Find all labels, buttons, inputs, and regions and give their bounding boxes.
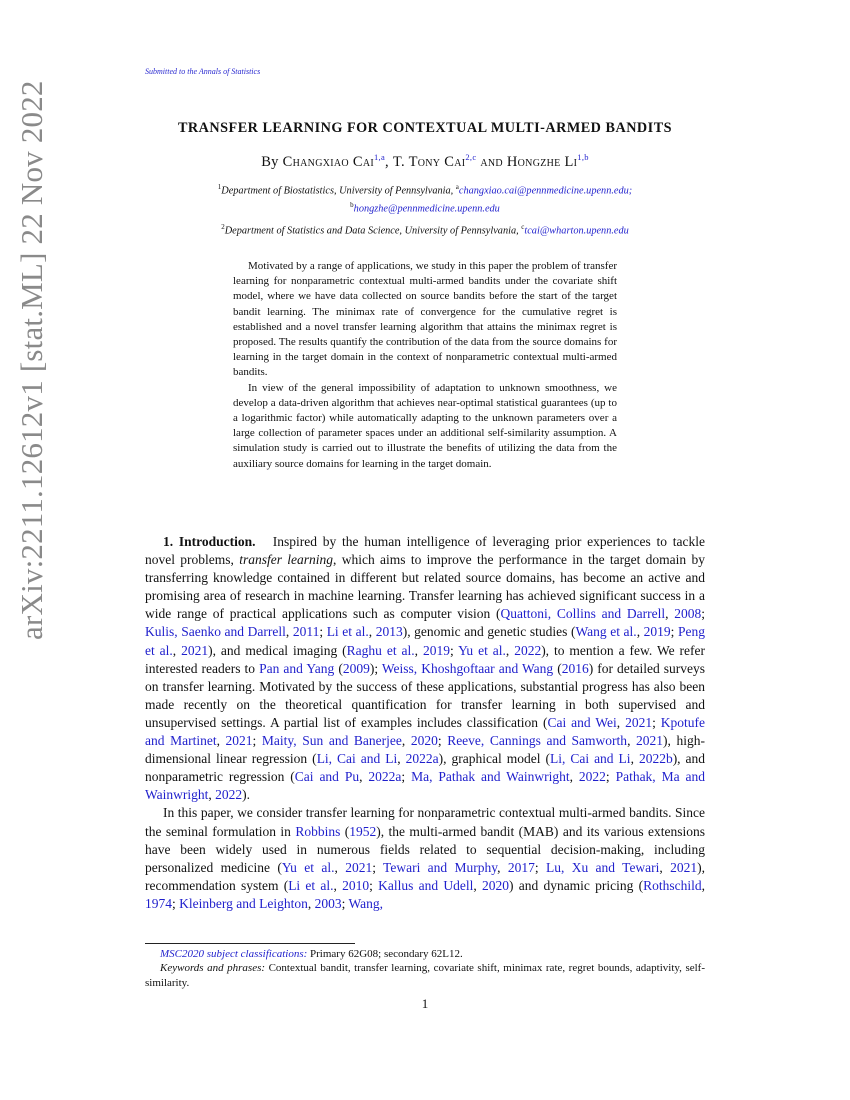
text-span: In this paper, we consider transfer learning for nonparametric contextual multi-armed bandits. Since the seminal formulation in bbox=[145, 805, 705, 839]
citation-link[interactable]: 2003 bbox=[314, 895, 342, 911]
author-3: Hongzhe Li bbox=[506, 153, 578, 170]
citation-link[interactable]: 2009 bbox=[342, 660, 370, 676]
aff-2-email-c-sup: c bbox=[521, 223, 525, 231]
text-span: ), graphical model ( bbox=[438, 751, 550, 767]
text-span: ) and dynamic pricing ( bbox=[508, 877, 644, 893]
citation-link[interactable]: Li et al. bbox=[326, 624, 369, 640]
author-3-sup[interactable]: 1,b bbox=[577, 152, 589, 162]
emphasis-transfer-learning: transfer learning bbox=[239, 552, 334, 568]
citation-link[interactable]: Raghu et al. bbox=[346, 642, 415, 658]
citation-link[interactable]: Lu, Xu and Tewari bbox=[545, 859, 660, 875]
citation-link[interactable]: 2022 bbox=[514, 642, 542, 658]
text-span: ), to mention a few. We refer interested readers to bbox=[145, 642, 705, 676]
aff-1-text: Department of Biostatistics, University of Pennsylvania, bbox=[221, 185, 454, 197]
citation-link[interactable]: 2011 bbox=[292, 624, 320, 640]
introduction-section bbox=[145, 533, 705, 913]
citation-link[interactable]: 2019 bbox=[643, 624, 671, 640]
author-1: Changxiao Cai bbox=[282, 153, 374, 170]
email-link-hongzhe[interactable]: hongzhe@pennmedicine.upenn.edu bbox=[353, 203, 500, 215]
aff-1-num: 1 bbox=[217, 183, 222, 191]
citation-link[interactable]: 2022a bbox=[368, 769, 402, 785]
and-label: and bbox=[480, 153, 503, 170]
aff-2-text: Department of Statistics and Data Science, University of Pennsylvania, bbox=[224, 225, 519, 237]
citation-link[interactable]: Yu et al. bbox=[281, 859, 335, 875]
text-span: ), and nonparametric regression ( bbox=[145, 751, 706, 785]
text-span: ), and medical imaging ( bbox=[208, 642, 347, 658]
citation-link[interactable]: Peng et al. bbox=[145, 624, 705, 658]
citation-link[interactable]: Kleinberg and Leighton bbox=[179, 895, 308, 911]
citation-link[interactable]: Quattoni, Collins and Darrell bbox=[500, 606, 666, 622]
citation-link[interactable]: Cai and Pu bbox=[294, 769, 360, 785]
keywords-label: Keywords and phrases: bbox=[160, 962, 266, 975]
section-heading: 1. Introduction. bbox=[163, 534, 256, 549]
citation-link[interactable]: 2021 bbox=[225, 733, 253, 749]
aff-2-num: 2 bbox=[221, 223, 225, 231]
citation-link[interactable]: 2021 bbox=[345, 859, 373, 875]
citation-link[interactable]: 2021 bbox=[181, 642, 209, 658]
citation-link[interactable]: Kallus and Udell bbox=[378, 877, 474, 893]
email-link-changxiao[interactable]: changxiao.cai@pennmedicine.upenn.edu; bbox=[458, 185, 633, 197]
footnote-rule bbox=[145, 943, 355, 944]
citation-link[interactable]: 2016 bbox=[561, 660, 589, 676]
submission-note: Submitted to the Annals of Statistics bbox=[145, 67, 261, 76]
citation-link[interactable]: Tewari and Murphy bbox=[383, 859, 498, 875]
text-span: Inspired by the human intelligence of leveraging prior experiences to tackle novel problems, bbox=[145, 534, 706, 568]
citation-link[interactable]: Reeve, Cannings and Samworth bbox=[447, 733, 628, 749]
citation-link[interactable]: Weiss, Khoshgoftaar and Wang bbox=[381, 660, 554, 676]
citation-link[interactable]: 2022 bbox=[578, 769, 606, 785]
text-span: ), high-dimensional linear regression ( bbox=[145, 733, 705, 767]
aff-1-email-a-sup: a bbox=[455, 183, 459, 191]
citation-link[interactable]: Cai and Wei bbox=[547, 714, 617, 730]
author-2: T. Tony Cai bbox=[392, 153, 466, 170]
abstract-paragraph-1: Motivated by a range of applications, we study in this paper the problem of transfer learning for nonparametric contextual multi-armed bandits under the covariate shift model, where we have data collected on source bandits before the start of the target bandit learning. The minimax rate of convergence for the cumulative regret is established and a novel transfer learning algorithm that attains the minimax regret is proposed. The results quantify the contribution of the data from the source domains for learning in the target domain in the context of nonparametric contextual multi-armed bandits. bbox=[233, 260, 617, 379]
citation-link[interactable]: 2008 bbox=[674, 606, 702, 622]
citation-link[interactable]: Yu et al. bbox=[458, 642, 506, 658]
citation-link[interactable]: 2022b bbox=[638, 751, 673, 767]
intro-paragraph-2: In this paper, we consider transfer learning for nonparametric contextual multi-armed bandits. Since the seminal formulation in Robbins (1952), the multi-armed bandit (MAB) and its various extensions have been widely used in numerous fields related to sequential decision-making, including personalized medicine (Yu et al., 2021; Tewari and Murphy, 2017; Lu, Xu and Tewari, 2021), recommendation system (Li et al., 2010; Kallus and Udell, 2020) and dynamic pricing (Rothschild, 1974; Kleinberg and Leighton, 2003; Wang, bbox=[145, 805, 706, 911]
citation-link[interactable]: 1974 bbox=[145, 895, 172, 911]
intro-paragraph-1: 1. Introduction. Inspired by the human intelligence of leveraging prior experiences to tackle novel problems, transfer learning, which aims to improve the performance in the target domain by transferring knowledge contained in different but related source domains, has become an active and promising area of research in machine learning. Transfer learning has achieved significant success in a wide range of practical applications such as computer vision (Quattoni, Collins and Darrell, 2008; Kulis, Saenko and Darrell, 2011; Li et al., 2013), genomic and genetic studies (Wang et al., 2019; Peng et al., 2021), and medical imaging (Raghu et al., 2019; Yu et al., 2022), to mention a few. We refer interested readers to Pan and Yang (2009); Weiss, Khoshgoftaar and Wang (2016) for detailed surveys on transfer learning. Motivated by the success of these applications, substantial progress has also been made recently on the theoretical quantification for transfer learning in both supervised and unsupervised settings. A partial list of examples includes classification (Cai and Wei, 2021; Kpotufe and Martinet, 2021; Maity, Sun and Banerjee, 2020; Reeve, Cannings and Samworth, 2021), high-dimensional linear regression (Li, Cai and Li, 2022a), graphical model (Li, Cai and Li, 2022b), and nonparametric regression (Cai and Pu, 2022a; Ma, Pathak and Wainwright, 2022; Pathak, Ma and Wainwright, 2022). bbox=[145, 534, 706, 803]
citation-link[interactable]: Ma, Pathak and Wainwright bbox=[411, 769, 570, 785]
citation-link[interactable]: Maity, Sun and Banerjee bbox=[261, 733, 402, 749]
text-span: , which aims to improve the performance in the target domain by transferring knowledge contained in different but related source domains, has become an active and promising area of research in machine learning. Transfer learning has achieved significant success in a wide range of practical applications such as computer vision ( bbox=[145, 552, 705, 622]
keywords-text: Contextual bandit, transfer learning, covariate shift, minimax rate, regret bounds, adaptivity, self-similarity. bbox=[145, 962, 705, 989]
page-number: 1 bbox=[421, 996, 429, 1011]
citation-link[interactable]: Rothschild bbox=[643, 877, 702, 893]
citation-link[interactable]: 2010 bbox=[342, 877, 370, 893]
msc-text: Primary 62G08; secondary 62L12. bbox=[310, 948, 463, 960]
citation-link[interactable]: 2021 bbox=[636, 733, 664, 749]
citation-link[interactable]: Wang et al. bbox=[575, 624, 637, 640]
citation-link[interactable]: Pathak, Ma and Wainwright bbox=[145, 769, 705, 803]
citation-link[interactable]: 2021 bbox=[625, 714, 653, 730]
abstract-paragraph-2: In view of the general impossibility of adaptation to unknown smoothness, we develop a data-driven algorithm that achieves near-optimal statistical guarantees (up to a logarithmic factor) while automatically adapting to the unknown parameters over a large collection of parameter spaces under an additional self-similarity assumption. A simulation study is carried out to illustrate the benefits of utilizing the data from the auxiliary source domains for learning in the target domain. bbox=[233, 381, 617, 470]
author-1-sup[interactable]: 1,a bbox=[373, 152, 386, 162]
citation-link[interactable]: Wang, bbox=[348, 895, 384, 911]
citation-link[interactable]: 2013 bbox=[375, 624, 403, 640]
text-span: ), genomic and genetic studies ( bbox=[402, 624, 576, 640]
citation-link[interactable]: 1952 bbox=[349, 823, 377, 839]
citation-link[interactable]: 2021 bbox=[670, 859, 698, 875]
citation-link[interactable]: Pan and Yang bbox=[259, 660, 335, 676]
footnotes bbox=[145, 947, 705, 990]
citation-link[interactable]: Kpotufe and Martinet bbox=[145, 714, 705, 749]
citation-link[interactable]: 2022a bbox=[405, 751, 439, 767]
text-span: ), recommendation system ( bbox=[145, 859, 706, 893]
citation-link[interactable]: Kulis, Saenko and Darrell bbox=[145, 624, 286, 640]
text-span: for detailed surveys on transfer learning. Motivated by the success of these applications, substantial progress has also been made recently on the theoretical quantification for transfer learning in both supervised and unsupervised settings. A partial list of examples includes classification ( bbox=[145, 660, 706, 730]
msc-footnote bbox=[145, 947, 705, 961]
author-2-sup[interactable]: 2,c bbox=[465, 152, 477, 162]
citation-link[interactable]: Li, Cai and Li bbox=[316, 751, 398, 767]
citation-link[interactable]: Li et al. bbox=[288, 877, 334, 893]
email-link-tcai[interactable]: tcai@wharton.upenn.edu bbox=[524, 225, 629, 237]
citation-link[interactable]: 2020 bbox=[481, 877, 509, 893]
author-line: By Changxiao Cai$^{1,a}$, T. Tony Cai$^{2,c}$ and Hongzhe Li$^{1,b}$ bbox=[261, 152, 589, 170]
citation-link[interactable]: 2020 bbox=[410, 733, 438, 749]
abstract bbox=[233, 259, 617, 472]
affiliation-1 bbox=[200, 180, 650, 217]
citation-link[interactable]: 2017 bbox=[507, 859, 535, 875]
by-label: By bbox=[261, 153, 279, 170]
citation-link[interactable]: 2022 bbox=[215, 787, 243, 803]
affiliation-2 bbox=[200, 220, 650, 238]
paper-title: TRANSFER LEARNING FOR CONTEXTUAL MULTI-ARMED BANDITS bbox=[177, 120, 673, 136]
citation-link[interactable]: 2019 bbox=[422, 642, 450, 658]
aff-1-email-b-sup: b bbox=[350, 201, 354, 210]
arxiv-stamp: arXiv:2211.12612v1 [stat.ML] 22 Nov 2022 bbox=[14, 80, 49, 640]
text-span: , the multi-armed bandit (MAB) and its various extensions have been widely used in numerous fields related to sequential decision-making, including personalized medicine ( bbox=[145, 823, 706, 875]
citation-link[interactable]: Li, Cai and Li bbox=[549, 751, 631, 767]
text-span: ). bbox=[242, 787, 251, 803]
citation-link[interactable]: Robbins bbox=[295, 823, 341, 839]
keywords-footnote bbox=[145, 961, 705, 990]
msc-link[interactable]: MSC2020 subject classifications: bbox=[160, 948, 308, 960]
